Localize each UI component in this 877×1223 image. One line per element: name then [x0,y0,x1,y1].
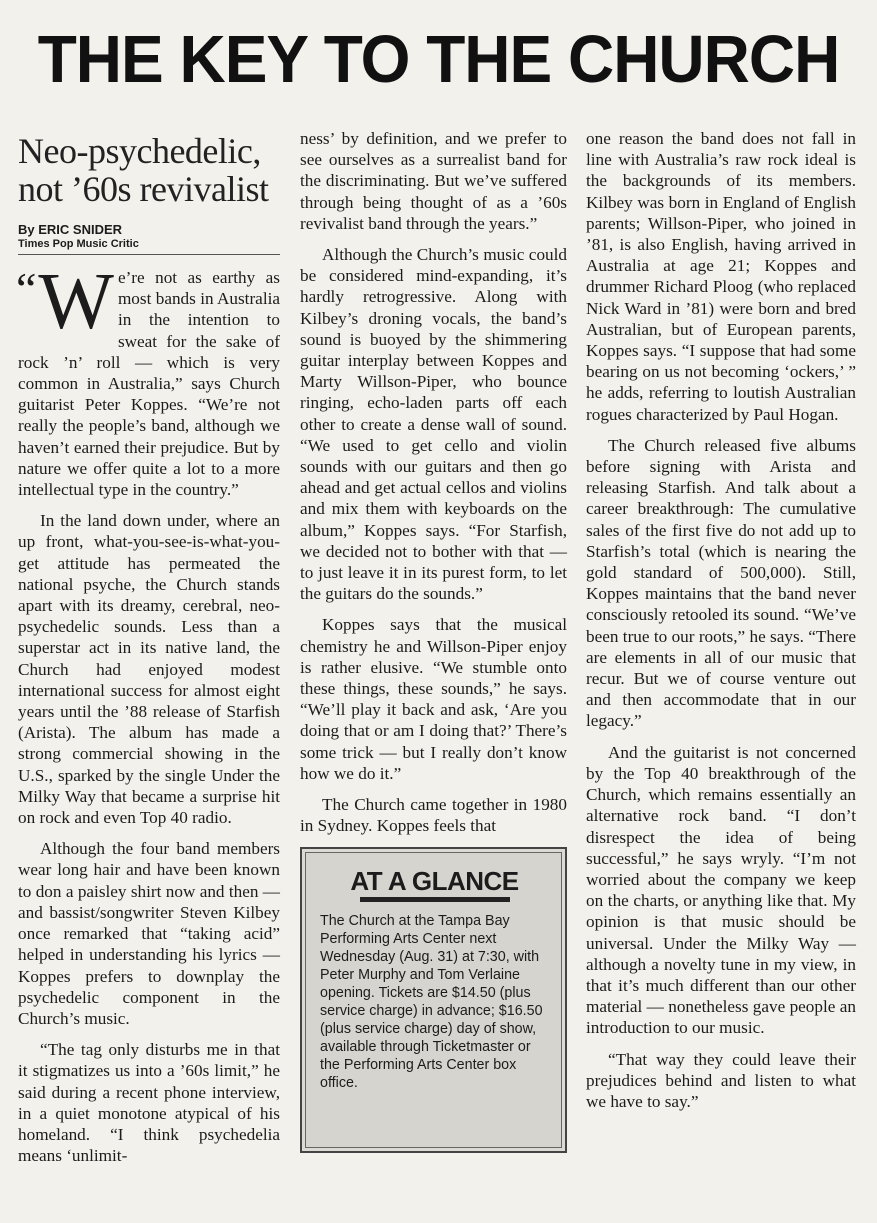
subhead: Neo-psychedelic, not ’60s revivalist [18,131,269,209]
paragraph: “The tag only disturbs me in that it stigmatizes us into a ’60s limit,” he said during a recent phone interview, in a quiet monotone atypical of his homeland. “I think psychedelia means ‘unlimit- [18,1040,280,1166]
article-column-2 [300,128,567,1153]
paragraph: In the land down under, where an up front, what-you-see-is-what-you-get attitude has permeated the national psyche, the Church stands apart with its dreamy, cerebral, neo-psychedelic sounds. Less than a superstar act in its native land, the Church had enjoyed modest international success for almost eight years until the ’88 release of Starfish (Arista). The album has made a strong commercial showing in the U.S., sparked by the single Under the Milky Way that became a surprise hit on rock and even Top 40 radio. [18,511,280,828]
byline-title: Times Pop Music Critic [18,238,280,255]
paragraph: Although the Church’s music could be considered mind-expanding, it’s hardly retrogressive. Along with Kilbey’s droning vocals, the band’s sound is buoyed by the shimmering guitar interplay between Koppes and Marty Willson-Piper, who bounce ringing, echo-laden parts off each other to create a dense wall of sound. “We used to get cello and violin sounds with our guitars and then go ahead and get actual cellos and violins and mix them with keyboards on the album,” Koppes says. “For Starfish, we decided not to bother with that — to just leave it in its purest form, to let the guitars do the sounds.” [300,245,567,604]
paragraph: And the guitarist is not concerned by the Top 40 breakthrough of the Church, which remains essentially an alternative rock band. “I don’t disrespect the idea of being successful,” he says wryly. “I’m not worried about the company we keep on the charts, or anything like that. My opinion is that music should be universal. Under the Milky Way — although a novelty tune in my view, in that it’s much different than our other material — nonetheless gave people an introduction to our music. [586,742,856,1038]
article-column-1 [18,128,280,1176]
paragraph: The Church released five albums before signing with Arista and releasing Starfish. And talk about a career breakthrough: The cumulative sales of the first five do not add up to Starfish’s total (which is nearing the gold standard of 500,000). Still, Koppes maintains that the band never consciously retooled its sound. “We’ve been true to our roots,” he says. “There are elements in all of our music that recur. But we of course venture out and then accommodate that in our legacy.” [586,435,856,731]
paragraph: one reason the band does not fall in line with Australia’s raw rock ideal is the backgrounds of its members. Kilbey was born in England of English parents; Willson-Piper, who joined in ’81, is also English, having arrived in Australia at age 21; Koppes and drummer Richard Ploog (who replaced Nick Ward in ’81) were born and bred Australian, but of European parents, Koppes says. “I suppose that had some bearing on us not becoming ‘ockers,’ ” he adds, referring to loutish Australian rogues characterized by Paul Hogan. [586,129,856,424]
at-a-glance-title: AT A GLANCE [350,865,519,896]
byline: By ERIC SNIDER [18,222,123,237]
headline: THE KEY TO THE CHURCH [37,21,840,97]
paragraph: The Church came together in 1980 in Sydney. Koppes feels that [300,795,567,836]
drop-cap: “W [16,258,114,346]
paragraph: “That way they could leave their prejudices behind and listen to what we have to say.” [586,1049,856,1111]
paragraph: Koppes says that the musical chemistry he and Willson-Piper enjoy is rather elusive. “We stumble onto these things, these sounds,” he says. “We’ll play it back and ask, ‘Are you doing that or am I doing that?’ There’s some trick — but I really don’t know how we do it.” [300,615,567,783]
article-column-3 [586,128,856,1122]
paragraph: Although the four band members wear long hair and have been known to don a paisley shirt now and then — and bassist/songwriter Steven Kilbey once remarked that “taking acid” helped in understanding his lyrics — Koppes prefers to downplay the psychedelic component in the Church’s music. [18,839,280,1028]
at-a-glance-box [300,847,567,1153]
divider [360,897,510,902]
paragraph: ness’ by definition, and we prefer to see ourselves as a surrealist band for the discriminating. But we’ve suffered through being thought of as a ’60s revivalist band through the years.” [300,129,567,233]
paragraph: “W e’re not as earthy as most bands in Australia in the intention to sweat for the sake of rock ’n’ roll — which is very common in Australia,” says Church guitarist Peter Koppes. “We’re not really the people’s band, although we haven’t earned their prejudice. But by nature we offer quite a lot to a more intellectual type in the country.” [16,258,280,500]
at-a-glance-text: The Church at the Tampa Bay Performing Arts Center next Wednesday (Aug. 31) at 7:30, with Peter Murphy and Tom Verlaine opening. Tickets are $14.50 (plus service charge) in advance; $16.50 (plus service charge) day of show, available through Ticketmaster or the Performing Arts Center box office. [320,912,543,1091]
